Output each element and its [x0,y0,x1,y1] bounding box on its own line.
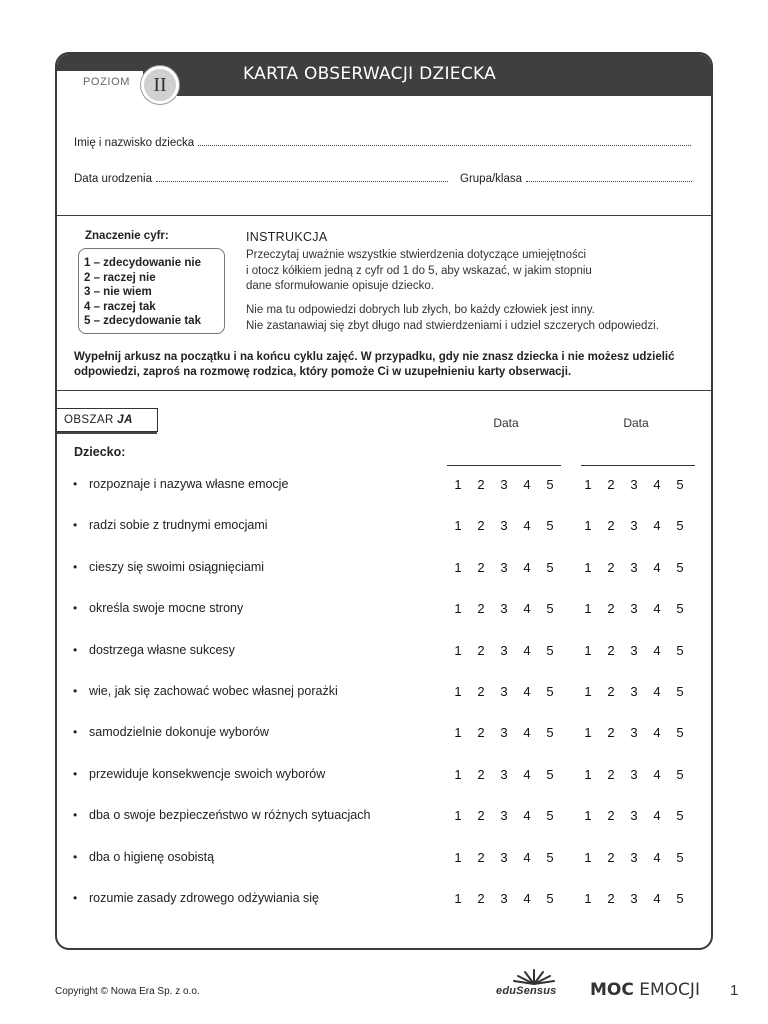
statement-row [57,642,711,662]
rating-end-option[interactable]: 4 [653,808,661,824]
instructions-line: Nie zastanawiaj się zbyt długo nad stwierdzeniami i udziel szczerych odpowiedzi. [246,319,659,332]
rating-start-option[interactable]: 5 [546,477,554,492]
rating-start-option[interactable]: 1 [454,642,462,658]
statement-row [57,476,711,496]
rating-end-option[interactable]: 2 [607,518,615,534]
statement-row [57,600,711,620]
name-field-label: Imię i nazwisko dziecka [74,137,195,149]
rating-end-option[interactable]: 5 [676,684,684,699]
statement-text: dba o higienę osobistą [89,849,215,864]
rating-end-option[interactable]: 1 [584,642,592,658]
rating-start-option[interactable]: 3 [500,849,508,865]
rating-end-option[interactable]: 3 [630,684,638,699]
rating-end-option[interactable]: 1 [584,891,592,906]
rating-end-option[interactable]: 3 [630,891,638,906]
bullet-icon: • [73,477,78,491]
birth-date-field[interactable] [74,173,448,185]
rating-end-option[interactable]: 5 [676,518,684,534]
rating-start-option[interactable]: 1 [454,559,462,575]
rating-start-option[interactable]: 2 [477,849,485,865]
brand-name [590,980,700,1000]
rating-start-option[interactable]: 3 [500,477,508,492]
rating-end-option[interactable]: 2 [607,601,615,617]
rating-start-option[interactable]: 5 [546,891,554,906]
statement-text: określa swoje mocne strony [89,601,244,616]
statement-text: wie, jak się zachować wobec własnej porażki [89,684,338,698]
rating-start-option[interactable]: 3 [500,766,508,782]
fill-in-note-line: Wypełnij arkusz na początku i na końcu cyklu zajęć. W przypadku, gdy nie znasz dziecka i nie możesz udzielić [74,351,675,363]
rating-start-option[interactable]: 1 [454,518,462,534]
bullet-icon: • [73,601,78,616]
rating-start-option[interactable]: 1 [454,849,462,865]
rating-start-option[interactable]: 2 [477,891,485,906]
rating-end-option[interactable]: 2 [607,684,615,699]
rating-end-option[interactable]: 1 [584,601,592,617]
rating-start-option[interactable]: 3 [500,601,508,617]
statement-text: przewiduje konsekwencje swoich wyborów [89,766,326,781]
rating-start-option[interactable]: 2 [477,477,485,492]
rating-start-option[interactable]: 5 [546,601,554,617]
rating-start-option[interactable]: 4 [523,725,531,741]
rating-start-option[interactable]: 5 [546,766,554,782]
instructions-line: Przeczytaj uważnie wszystkie stwierdzenia dotyczące umiejętności [246,249,587,261]
statement-row [57,559,711,579]
rating-start-option[interactable]: 3 [500,642,508,658]
copyright: Copyright © Nowa Era Sp. z o.o. [55,986,200,997]
legend-title: Znaczenie cyfr: [85,230,169,242]
rating-end-option[interactable]: 4 [653,477,661,492]
rating-end-option[interactable]: 2 [607,891,615,906]
obszar-name: JA [117,414,133,426]
rating-end-option[interactable]: 2 [607,477,615,492]
rating-end-option[interactable]: 1 [584,766,592,782]
rating-start-option[interactable]: 2 [477,642,485,658]
rating-end-option[interactable]: 3 [630,766,638,782]
rating-end-option[interactable]: 3 [630,725,638,741]
name-field-line[interactable] [198,145,691,146]
rating-start-option[interactable]: 3 [500,891,508,906]
brand-bold: MOC [590,980,634,1000]
rating-start-option[interactable]: 4 [523,601,531,617]
statement-text: dostrzega własne sukcesy [89,642,235,657]
rating-start-option[interactable]: 2 [477,725,485,741]
rating-start-option[interactable]: 5 [546,684,554,699]
statement-row [57,890,711,910]
rating-end-option[interactable]: 4 [653,766,661,782]
rating-end-option[interactable]: 5 [676,601,684,617]
rating-end-option[interactable]: 2 [607,849,615,865]
rating-end-option[interactable]: 3 [630,518,638,534]
rating-end-option[interactable]: 3 [630,601,638,617]
rating-start-option[interactable]: 2 [477,518,485,534]
birth-date-line[interactable] [156,181,448,182]
bullet-icon: • [73,766,78,781]
rating-start-option[interactable]: 5 [546,559,554,575]
brand-light: EMOCJI [639,980,700,1000]
fill-in-note-line: odpowiedzi, zaproś na rozmowę rodzica, który pomoże Ci w uzupełnieniu karty obserwacji. [74,366,572,378]
statement-text: rozpoznaje i nazywa własne emocje [89,477,289,491]
rating-end-option[interactable]: 1 [584,849,592,865]
rating-end-option[interactable]: 5 [676,766,684,782]
rating-start-option[interactable]: 5 [546,808,554,824]
rating-end-option[interactable]: 5 [676,808,684,824]
page-number: 1 [730,982,739,999]
rating-start-option[interactable]: 5 [546,518,554,534]
legend-item: 4 – raczej tak [84,300,156,313]
obszar-tab [55,408,158,432]
rating-end-option[interactable]: 4 [653,725,661,741]
rating-end-option[interactable]: 5 [676,891,684,906]
rating-start-option[interactable]: 3 [500,559,508,575]
statement-row [57,849,711,869]
observation-card [55,52,713,950]
rating-end-option[interactable]: 1 [584,684,592,699]
rating-end-option[interactable]: 3 [630,808,638,824]
rating-start-option[interactable]: 1 [454,891,462,906]
rating-end-option[interactable]: 4 [653,891,661,906]
rating-start-option[interactable]: 4 [523,808,531,824]
rating-end-option[interactable]: 2 [607,725,615,741]
rating-start-option[interactable]: 5 [546,725,554,741]
rating-end-option[interactable]: 1 [584,518,592,534]
statement-text: rozumie zasady zdrowego odżywiania się [89,891,319,905]
date-label-start: Data [493,416,519,430]
rating-end-option[interactable]: 5 [676,642,684,658]
rating-end-option[interactable]: 3 [630,642,638,658]
rating-end-option[interactable]: 2 [607,642,615,658]
rating-start-option[interactable]: 2 [477,766,485,782]
rating-end-option[interactable]: 5 [676,477,684,492]
rating-start-option[interactable]: 1 [454,684,462,699]
fill-in-note [74,350,694,380]
bullet-icon: • [73,891,78,905]
bullet-icon: • [73,518,78,533]
group-line[interactable] [526,181,692,182]
obszar-label: OBSZAR [64,414,114,426]
rating-end-option[interactable]: 4 [653,642,661,658]
rating-start-option[interactable]: 2 [477,808,485,824]
divider-middle [57,390,711,391]
date-line-end[interactable] [581,465,695,466]
rating-start-option[interactable]: 1 [454,808,462,824]
bullet-icon: • [73,642,78,657]
rating-end-option[interactable]: 3 [630,477,638,492]
rating-end-option[interactable]: 3 [630,849,638,865]
rating-start-option[interactable]: 3 [500,684,508,699]
rating-start-option[interactable]: 4 [523,559,531,575]
instructions-line: Nie ma tu odpowiedzi dobrych lub złych, bo każdy człowiek jest inny. [246,304,595,316]
rating-end-option[interactable]: 4 [653,518,661,534]
birth-date-label: Data urodzenia [74,173,152,185]
rating-end-option[interactable]: 2 [607,559,615,575]
statement-text: samodzielnie dokonuje wyborów [89,725,269,740]
rating-start-option[interactable]: 4 [523,477,531,492]
statement-row [57,766,711,786]
rating-end-option[interactable]: 4 [653,684,661,699]
rating-end-option[interactable]: 4 [653,601,661,617]
date-label-end: Data [623,416,649,430]
legend-item: 2 – raczej nie [84,271,156,284]
card-title: KARTA OBSERWACJI DZIECKA [243,64,497,84]
rating-start-option[interactable]: 4 [523,891,531,906]
logo-text: eduSensus [496,985,557,997]
rating-end-option[interactable]: 4 [653,849,661,865]
group-field[interactable] [460,173,692,185]
rating-start-option[interactable]: 3 [500,808,508,824]
rating-start-option[interactable]: 1 [454,477,462,492]
statement-row [57,517,711,537]
instructions-paragraph-1 [246,248,686,295]
rating-start-option[interactable]: 3 [500,725,508,741]
statement-text: cieszy się swoimi osiągnięciami [89,559,265,574]
statement-text: dba o swoje bezpieczeństwo w różnych sytuacjach [89,808,371,823]
bullet-icon: • [73,725,78,740]
rating-end-option[interactable]: 4 [653,559,661,575]
rating-start-option[interactable]: 1 [454,725,462,741]
subject-heading: Dziecko: [74,445,126,459]
statement-row [57,683,711,703]
rating-end-option[interactable]: 5 [676,559,684,575]
instructions-title: INSTRUKCJA [246,230,328,244]
rating-end-option[interactable]: 3 [630,559,638,575]
rating-start-option[interactable]: 2 [477,559,485,575]
statement-text: radzi sobie z trudnymi emocjami [89,518,268,533]
statement-row [57,724,711,744]
rating-start-option[interactable]: 5 [546,642,554,658]
instructions-line: i otocz kółkiem jedną z cyfr od 1 do 5, aby wskazać, w jakim stopniu [246,264,592,277]
group-label: Grupa/klasa [460,173,523,185]
rating-end-option[interactable]: 1 [584,559,592,575]
legend-box [78,248,225,334]
rating-start-option[interactable]: 4 [523,518,531,534]
rating-start-option[interactable]: 3 [500,518,508,534]
instructions-paragraph-2 [246,303,686,334]
poziom-badge: II [141,66,179,104]
rating-start-option[interactable]: 4 [523,684,531,699]
rating-start-option[interactable]: 4 [523,849,531,865]
rating-start-option[interactable]: 2 [477,601,485,617]
poziom-label: POZIOM [83,76,130,88]
statement-row [57,807,711,827]
date-line-start[interactable] [447,465,561,466]
rating-start-option[interactable]: 5 [546,849,554,865]
rating-end-option[interactable]: 1 [584,808,592,824]
bullet-icon: • [73,559,78,574]
rating-start-option[interactable]: 1 [454,601,462,617]
divider-top [57,215,711,216]
bullet-icon: • [73,808,78,823]
rating-end-option[interactable]: 5 [676,849,684,865]
instructions-line: dane sformułowanie opisuje dziecko. [246,280,434,292]
rating-start-option[interactable]: 4 [523,642,531,658]
rating-start-option[interactable]: 2 [477,684,485,699]
rating-end-option[interactable]: 1 [584,477,592,492]
rating-end-option[interactable]: 5 [676,725,684,741]
rating-end-option[interactable]: 1 [584,725,592,741]
name-field[interactable] [74,137,691,149]
legend-item: 3 – nie wiem [84,286,152,298]
rating-end-option[interactable]: 2 [607,808,615,824]
rating-start-option[interactable]: 4 [523,766,531,782]
bullet-icon: • [73,849,78,864]
legend-item: 5 – zdecydowanie tak [84,315,201,327]
bullet-icon: • [73,684,78,698]
legend-item: 1 – zdecydowanie nie [84,257,201,269]
rating-start-option[interactable]: 1 [454,766,462,782]
rating-end-option[interactable]: 2 [607,766,615,782]
